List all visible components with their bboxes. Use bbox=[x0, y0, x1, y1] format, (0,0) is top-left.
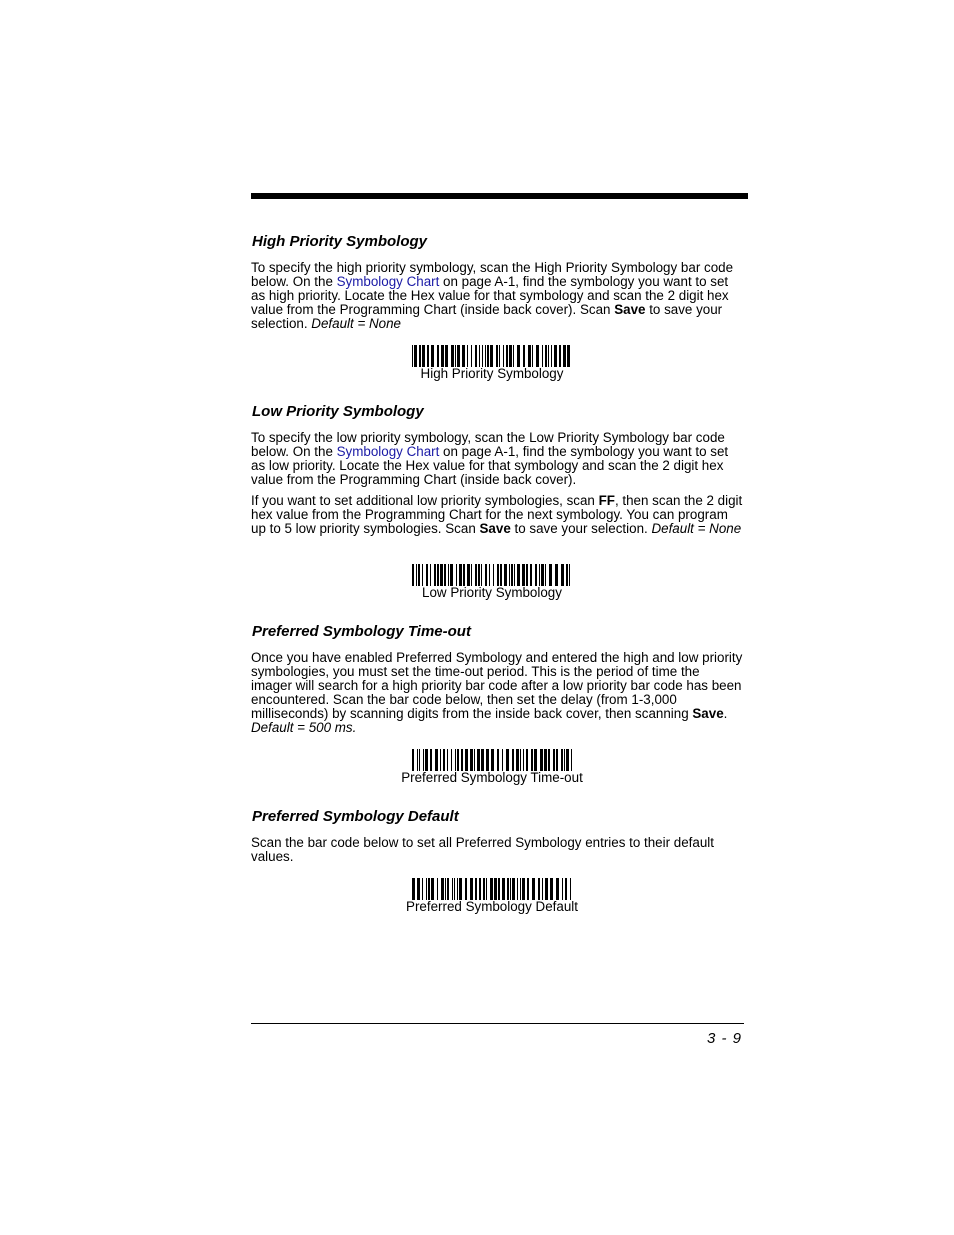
barcode-bar bbox=[417, 878, 420, 900]
barcode-bar bbox=[502, 749, 503, 771]
barcode-bar bbox=[509, 564, 510, 586]
barcode-bar bbox=[541, 564, 544, 586]
barcode-bar bbox=[422, 878, 423, 900]
barcode-bar bbox=[430, 749, 432, 771]
barcode-bar bbox=[566, 749, 569, 771]
barcode-bar bbox=[427, 345, 429, 367]
barcode-bar bbox=[463, 564, 465, 586]
barcode-bar bbox=[435, 749, 438, 771]
barcode-bar bbox=[562, 878, 563, 900]
barcode-bar bbox=[445, 878, 446, 900]
barcode-bar bbox=[565, 878, 567, 900]
barcode-caption: High Priority Symbology bbox=[420, 366, 564, 381]
paragraph-text: to save your selection. bbox=[251, 302, 723, 331]
barcode-bar bbox=[478, 564, 480, 586]
barcode-bar bbox=[570, 878, 571, 900]
barcode-bar bbox=[564, 749, 565, 771]
paragraph-text: . bbox=[723, 706, 728, 721]
barcode-bar bbox=[561, 749, 563, 771]
barcode-bar bbox=[422, 564, 423, 586]
paragraph-low-priority-additional bbox=[251, 494, 743, 536]
barcode-bar bbox=[450, 564, 453, 586]
barcode-bar bbox=[417, 749, 418, 771]
barcode-bar bbox=[494, 878, 497, 900]
barcode-bar bbox=[467, 345, 468, 367]
barcode-bar bbox=[454, 878, 455, 900]
barcode-bar bbox=[561, 564, 564, 586]
barcode-bar bbox=[520, 749, 521, 771]
barcode-bar bbox=[412, 345, 413, 367]
barcode-bar bbox=[434, 564, 436, 586]
barcode-bar bbox=[493, 564, 494, 586]
barcode-bar bbox=[425, 749, 428, 771]
barcode-bar bbox=[481, 749, 484, 771]
barcode-bar bbox=[523, 345, 525, 367]
barcode-bar bbox=[538, 878, 540, 900]
barcode-bar bbox=[465, 878, 467, 900]
barcode-bar bbox=[443, 749, 445, 771]
barcode-bar bbox=[445, 345, 448, 367]
barcode-bar bbox=[523, 749, 524, 771]
paragraph-text: , then scan the 2 digit hex value from the Programming Chart for the next symbology. You can program up to 5 low priority symbologies. Scan bbox=[251, 493, 743, 536]
barcode-bar bbox=[551, 345, 552, 367]
barcode-bar bbox=[479, 345, 480, 367]
symbology-chart-link[interactable]: Symbology Chart bbox=[336, 444, 440, 459]
barcode-bar bbox=[542, 878, 543, 900]
barcode-bar bbox=[487, 345, 489, 367]
barcode-image bbox=[412, 345, 572, 367]
default-value-text: Default = 500 ms. bbox=[251, 720, 357, 735]
default-value-text: Default = None bbox=[651, 521, 742, 536]
barcode-caption: Preferred Symbology Time-out bbox=[401, 770, 583, 785]
bold-text: Save bbox=[614, 302, 646, 317]
barcode-bar bbox=[437, 345, 439, 367]
barcode-bar bbox=[535, 564, 537, 586]
barcode-bar bbox=[506, 749, 509, 771]
barcode-bar bbox=[451, 749, 452, 771]
barcode-bar bbox=[440, 564, 443, 586]
bold-text: Save bbox=[479, 521, 511, 536]
barcode-bar bbox=[426, 564, 428, 586]
barcode-bar bbox=[517, 345, 520, 367]
barcode-bar bbox=[419, 749, 420, 771]
barcode-bar bbox=[528, 345, 531, 367]
barcode-bar bbox=[516, 749, 519, 771]
barcode-bar bbox=[526, 564, 528, 586]
paragraph-text: on page A-1, find the symbology you want to set as high priority. Locate the Hex value for that symbology and scan the 2 digit hex value from the Programming Chart (inside back cover). Scan bbox=[251, 274, 729, 317]
barcode-bar bbox=[512, 878, 515, 900]
barcode-bar bbox=[507, 878, 509, 900]
barcode-bar bbox=[522, 564, 525, 586]
barcode-bar bbox=[477, 749, 480, 771]
barcode-bar bbox=[416, 564, 417, 586]
barcode-bar bbox=[490, 878, 493, 900]
barcode-bar bbox=[548, 749, 550, 771]
barcode-bar bbox=[431, 345, 434, 367]
barcode-bar bbox=[556, 749, 558, 771]
paragraph-text: Once you have enabled Preferred Symbology and entered the high and low priority symbologies, you must set the time-out period. This is the period of time the imager will search for a high priority bar code after a low priority bar code has been encountered. Scan the bar code below, then set the delay (from 1-3,000 milliseconds) by scanning digits from the inside back cover, then scanning bbox=[251, 650, 743, 721]
paragraph-text: To specify the low priority symbology, scan the Low Priority Symbology bar code below. On the bbox=[251, 430, 725, 459]
barcode-bar bbox=[422, 345, 425, 367]
section-heading-default: Preferred Symbology Default bbox=[252, 808, 459, 825]
bold-text: FF bbox=[598, 493, 615, 508]
barcode-bar bbox=[497, 564, 499, 586]
barcode-bar bbox=[418, 564, 420, 586]
paragraph-high-priority bbox=[251, 261, 743, 331]
barcode-bar bbox=[470, 749, 473, 771]
barcode-bar bbox=[412, 749, 414, 771]
barcode-caption: Low Priority Symbology bbox=[422, 585, 562, 600]
barcode-bar bbox=[531, 749, 533, 771]
barcode-bar bbox=[490, 345, 493, 367]
barcode-bar bbox=[486, 749, 489, 771]
paragraph-text: If you want to set additional low priority symbologies, scan bbox=[251, 493, 599, 508]
symbology-chart-link[interactable]: Symbology Chart bbox=[336, 274, 440, 289]
barcode-bar bbox=[459, 564, 462, 586]
page-number: 3 - 9 bbox=[706, 1030, 742, 1047]
barcode-image bbox=[412, 749, 572, 771]
section-heading-low-priority: Low Priority Symbology bbox=[252, 403, 424, 420]
section-heading-high-priority: High Priority Symbology bbox=[252, 233, 428, 250]
barcode-caption: Preferred Symbology Default bbox=[406, 899, 578, 914]
footer-rule bbox=[251, 1023, 744, 1024]
barcode-bar bbox=[475, 345, 477, 367]
barcode-bar bbox=[448, 564, 449, 586]
barcode-bar bbox=[540, 749, 543, 771]
barcode-bar bbox=[517, 878, 518, 900]
barcode-bar bbox=[503, 345, 504, 367]
barcode-bar bbox=[440, 749, 441, 771]
barcode-bar bbox=[514, 564, 515, 586]
barcode-bar bbox=[465, 749, 468, 771]
barcode-bar bbox=[431, 878, 434, 900]
barcode-bar bbox=[441, 878, 444, 900]
barcode-bar bbox=[522, 878, 525, 900]
barcode-bar bbox=[483, 878, 485, 900]
barcode-low-priority[interactable] bbox=[380, 564, 604, 600]
barcode-bar bbox=[475, 878, 477, 900]
barcode-bar bbox=[569, 564, 570, 586]
paragraph-text: Scan the bar code below to set all Preferred Symbology entries to their default values. bbox=[251, 835, 714, 864]
barcode-bar bbox=[447, 878, 449, 900]
barcode-bar bbox=[430, 564, 431, 586]
barcode-bar bbox=[555, 564, 558, 586]
barcode-bar bbox=[486, 878, 487, 900]
barcode-bar bbox=[467, 564, 470, 586]
barcode-bar bbox=[517, 564, 520, 586]
barcode-bar bbox=[491, 749, 494, 771]
barcode-bar bbox=[567, 345, 570, 367]
barcode-bar bbox=[437, 878, 438, 900]
barcode-bar bbox=[481, 564, 482, 586]
barcode-bar bbox=[512, 749, 514, 771]
barcode-bar bbox=[563, 345, 566, 367]
barcode-bar bbox=[530, 564, 532, 586]
barcode-bar bbox=[556, 878, 559, 900]
barcode-bar bbox=[498, 878, 500, 900]
barcode-bar bbox=[497, 749, 499, 771]
barcode-bar bbox=[510, 878, 511, 900]
barcode-bar bbox=[451, 345, 454, 367]
paragraph-default bbox=[251, 836, 743, 864]
barcode-bar bbox=[506, 345, 508, 367]
barcode-bar bbox=[455, 749, 456, 771]
barcode-bar bbox=[426, 878, 427, 900]
paragraph-text: to save your selection. bbox=[510, 521, 652, 536]
barcode-bar bbox=[441, 345, 444, 367]
barcode-bar bbox=[499, 345, 500, 367]
barcode-bar bbox=[542, 345, 543, 367]
barcode-bar bbox=[475, 564, 477, 586]
barcode-bar bbox=[462, 345, 465, 367]
barcode-bar bbox=[502, 878, 505, 900]
barcode-default[interactable] bbox=[380, 878, 604, 914]
barcode-bar bbox=[479, 878, 481, 900]
barcode-bar bbox=[545, 564, 546, 586]
barcode-bar bbox=[428, 878, 430, 900]
barcode-bar bbox=[485, 564, 487, 586]
barcode-bar bbox=[459, 878, 462, 900]
paragraph-timeout bbox=[251, 651, 743, 735]
barcode-image bbox=[412, 878, 572, 900]
barcode-bar bbox=[545, 878, 548, 900]
barcode-bar bbox=[544, 749, 547, 771]
barcode-bar bbox=[536, 345, 539, 367]
barcode-bar bbox=[412, 878, 415, 900]
barcode-bar bbox=[559, 345, 561, 367]
barcode-bar bbox=[509, 345, 512, 367]
barcode-bar bbox=[471, 345, 472, 367]
header-rule bbox=[251, 193, 748, 199]
barcode-bar bbox=[513, 345, 514, 367]
barcode-bar bbox=[461, 749, 463, 771]
barcode-bar bbox=[444, 564, 446, 586]
barcode-bar bbox=[457, 749, 459, 771]
barcode-bar bbox=[571, 749, 572, 771]
barcode-bar bbox=[554, 345, 557, 367]
barcode-bar bbox=[500, 564, 502, 586]
barcode-bar bbox=[511, 564, 513, 586]
barcode-bar bbox=[489, 564, 490, 586]
barcode-bar bbox=[532, 878, 535, 900]
barcode-bar bbox=[496, 345, 498, 367]
barcode-bar bbox=[447, 749, 448, 771]
barcode-bar bbox=[539, 564, 540, 586]
barcode-bar bbox=[550, 878, 553, 900]
barcode-bar bbox=[485, 345, 486, 367]
barcode-bar bbox=[457, 345, 460, 367]
barcode-high-priority[interactable] bbox=[380, 345, 604, 381]
barcode-bar bbox=[471, 564, 472, 586]
default-value-text: Default = None bbox=[311, 316, 401, 331]
paragraph-low-priority bbox=[251, 431, 743, 487]
barcode-bar bbox=[456, 564, 457, 586]
barcode-bar bbox=[566, 564, 568, 586]
barcode-bar bbox=[545, 345, 547, 367]
barcode-bar bbox=[457, 878, 458, 900]
barcode-bar bbox=[527, 878, 529, 900]
section-heading-timeout: Preferred Symbology Time-out bbox=[252, 623, 471, 640]
barcode-bar bbox=[437, 564, 439, 586]
barcode-bar bbox=[504, 564, 507, 586]
barcode-bar bbox=[412, 564, 414, 586]
bold-text: Save bbox=[692, 706, 724, 721]
barcode-bar bbox=[534, 749, 537, 771]
barcode-bar bbox=[474, 749, 475, 771]
barcode-bar bbox=[526, 749, 528, 771]
barcode-bar bbox=[414, 345, 417, 367]
barcode-bar bbox=[520, 878, 521, 900]
barcode-bar bbox=[482, 345, 483, 367]
barcode-bar bbox=[419, 345, 421, 367]
barcode-bar bbox=[553, 749, 555, 771]
barcode-bar bbox=[423, 749, 424, 771]
barcode-bar bbox=[470, 878, 473, 900]
barcode-bar bbox=[455, 345, 456, 367]
barcode-bar bbox=[548, 345, 549, 367]
barcode-bar bbox=[532, 345, 533, 367]
paragraph-text: on page A-1, find the symbology you want to set as low priority. Locate the Hex value for that symbology and scan the 2 digit hex value from the Programming Chart (inside back cover). bbox=[251, 444, 729, 487]
barcode-image bbox=[412, 564, 572, 586]
barcode-bar bbox=[452, 878, 453, 900]
barcode-bar bbox=[549, 564, 552, 586]
barcode-timeout[interactable] bbox=[380, 749, 604, 785]
paragraph-text: To specify the high priority symbology, scan the High Priority Symbology bar code below. On the bbox=[251, 260, 734, 289]
